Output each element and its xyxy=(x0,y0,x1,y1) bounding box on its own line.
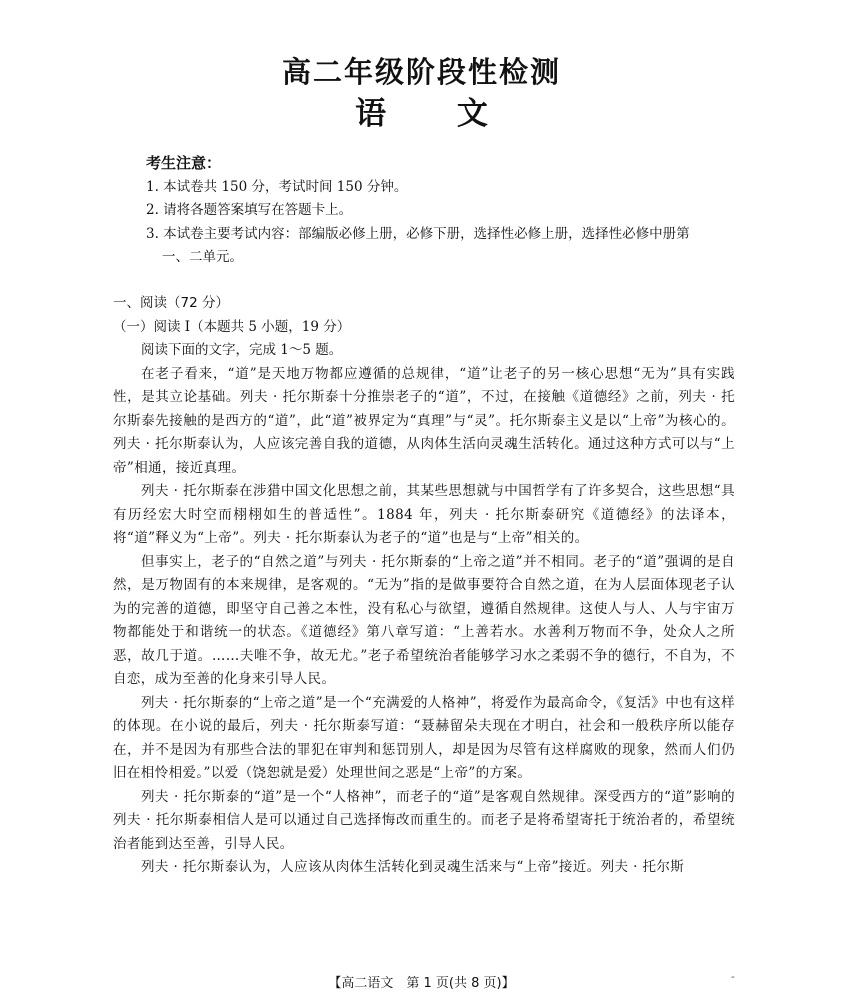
section-heading: 一、阅读（72 分） xyxy=(113,295,229,311)
passage-paragraph: 列夫 · 托尔斯泰的“道”是一个“人格神”，而老子的“道”是客观自然规律。深受西方的“道”影响的列夫 · 托尔斯泰相信人是可以通过自己选择悔改而重生的。而老子是将希望寄托于统治者的，希望统治者能到达至善，引导人民。 xyxy=(113,788,735,852)
passage-paragraph: 列夫 · 托尔斯泰在涉猎中国文化思想之前，其某些思想就与中国哲学有了许多契合，这些思想“具有历经宏大时空而栩栩如生的普适性”。1884 年，列夫 · 托尔斯泰研究《道德经》的法译本，将“道”释义为“上帝”。列夫 · 托尔斯泰认为老子的“道”也是与“上帝”相关的。 xyxy=(113,483,735,546)
notice-heading: 考生注意： xyxy=(146,154,222,172)
notice-item: 1. 本试卷共 150 分，考试时间 150 分钟。 xyxy=(146,178,408,195)
instruction: 阅读下面的文字，完成 1～5 题。 xyxy=(141,342,343,358)
notice-item: 2. 请将各题答案填写在答题卡上。 xyxy=(146,202,353,218)
passage-paragraph: 但事实上，老子的“自然之道”与列夫 · 托尔斯泰的“上帝之道”并不相同。老子的“道”强调的是自然，是万物固有的本来规律，是客观的。“无为”指的是做事要符合自然之道，在为人层面体现老子认为的完善的道德，即坚守自己善之本性，没有私心与欲望，遵循自然规律。这使人与人、人与宇宙万物都能处于和谐统一的状态。《道德经》第八章写道：“上善若水。水善利万物而不争，处众人之所恶，故几于道。……夫唯不争，故无尤。”老子希望统治者能够学习水之柔弱不争的德行，不自为，不自恋，成为至善的化身来引导人民。 xyxy=(113,553,735,687)
corner-mark: - xyxy=(731,970,735,983)
section-subheading: （一）阅读 Ⅰ（本题共 5 小题，19 分） xyxy=(113,318,351,335)
passage-paragraph: 列夫 · 托尔斯泰的“上帝之道”是一个“充满爱的人格神”，将爱作为最高命令，《复活》中也有这样的体现。在小说的最后，列夫 · 托尔斯泰写道：“聂赫留朵夫现在才明白，社会和一般秩序所以能存在，并不是因为有那些合法的罪犯在审判和惩罚别人，却是因为尽管有这样腐败的现象，然而人们仍旧在相怜相爱。”以爱（饶恕就是爱）处理世间之恶是“上帝”的方案。 xyxy=(113,694,735,781)
notice-item: 3. 本试卷主要考试内容：部编版必修上册，必修下册，选择性必修上册，选择性必修中册第 xyxy=(146,225,690,242)
candidate-notice xyxy=(146,152,746,270)
page-footer: 【高二语文 第 1 页(共 8 页)】 xyxy=(328,976,515,991)
passage-paragraph: 在老子看来，“道”是天地万物都应遵循的总规律，“道”让老子的另一核心思想“无为”具有实践性，是其立论基础。列夫 · 托尔斯泰十分推崇老子的“道”，不过，在接触《道德经》之前，列夫 · 托尔斯泰先接触的是西方的“道”，此“道”被界定为“真理”与“灵”。托尔斯泰主义是以“上帝”为核心的。列夫 · 托尔斯泰认为，人应该完善自我的道德，从肉体生活向灵魂生活转化。通过这种方式可以与“上帝”相通，接近真理。 xyxy=(113,365,735,476)
subject-title: 语 文 xyxy=(355,96,488,132)
notice-item-continued: 一、二单元。 xyxy=(162,249,243,265)
passage-paragraph: 列夫 · 托尔斯泰认为，人应该从肉体生活转化到灵魂生活来与“上帝”接近。列夫 · 托尔斯 xyxy=(141,859,685,875)
reading-section xyxy=(113,292,735,880)
exam-title: 高二年级阶段性检测 xyxy=(281,55,561,89)
